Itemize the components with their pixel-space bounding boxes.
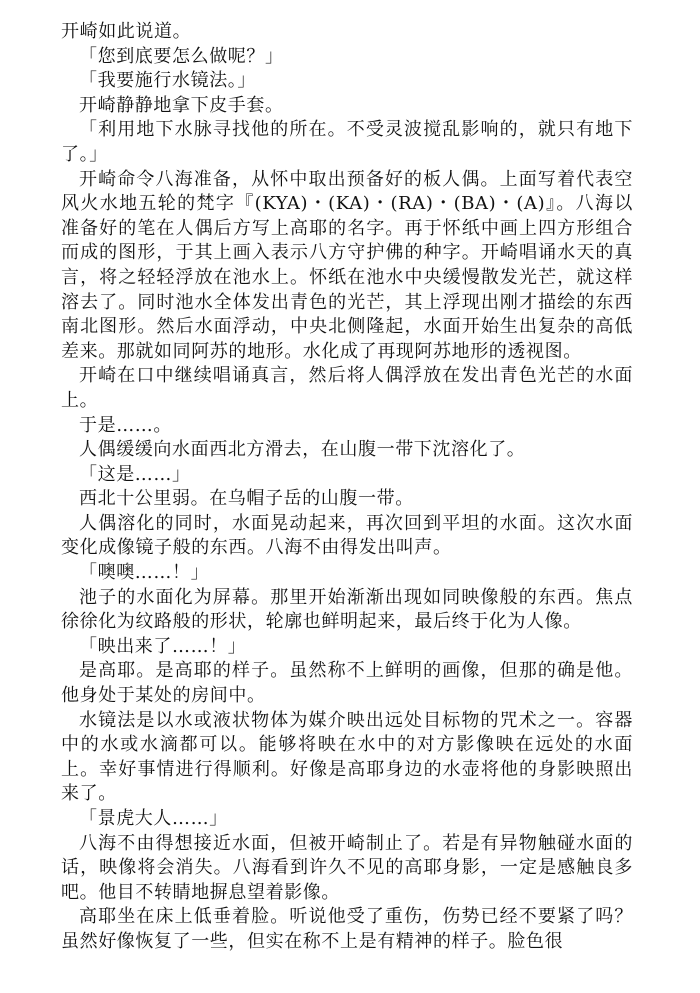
paragraph: 开崎命令八海准备，从怀中取出预备好的板人偶。上面写着代表空风火水地五轮的梵字『(KYA)・(KA)・(RA)・(BA)・(A)』。八海以准备好的笔在人偶后方写上高耶的名字。再于怀纸中画上四方形组合而成的图形，于其上画入表示八方守护佛的种字。开崎唱诵水天的真言，将之轻轻浮放在池水上。怀纸在池水中央缓慢散发光芒，就这样溶去了。同时池水全体发出青色的光芒，其上浮现出刚才描绘的东西南北图形。然后水面浮动，中央北侧隆起，水面开始生出复杂的高低差来。那就如同阿苏的地形。水化成了再现阿苏地形的透视图。: [61, 168, 633, 362]
paragraph: 「噢噢……！」: [79, 562, 210, 584]
document-page: [61, 20, 633, 955]
paragraph: 高耶坐在床上低垂着脸。听说他受了重伤，伤势已经不要紧了吗？虽然好像恢复了一些，但实在称不上是有精神的样子。脸色很: [61, 906, 633, 952]
paragraph: 「我要施行水镜法。」: [79, 70, 256, 92]
paragraph: 西北十公里弱。在乌帽子岳的山腹一带。: [79, 488, 414, 510]
paragraph: 于是……。: [79, 414, 172, 436]
paragraph: 人偶溶化的同时，水面晃动起来，再次回到平坦的水面。这次水面变化成像镜子般的东西。八海不由得发出叫声。: [61, 512, 633, 559]
paragraph: 「利用地下水脉寻找他的所在。不受灵波搅乱影响的，就只有地下了。」: [61, 119, 633, 165]
paragraph: 人偶缓缓向水面西北方滑去，在山腹一带下沈溶化了。: [79, 439, 526, 461]
paragraph: 「映出来了……！」: [79, 635, 247, 657]
paragraph: 是高耶。是高耶的样子。虽然称不上鲜明的画像，但那的确是他。他身处于某处的房间中。: [61, 660, 633, 707]
paragraph: 开崎在口中继续唱诵真言，然后将人偶浮放在发出青色光芒的水面上。: [61, 365, 633, 411]
paragraph: 「景虎大人……」: [79, 808, 228, 829]
paragraph: 「这是……」: [79, 463, 191, 485]
paragraph: 「您到底要怎么做呢？」: [79, 45, 284, 67]
paragraph: 开崎静静地拿下皮手套。: [79, 94, 284, 116]
paragraph: 水镜法是以水或液状物体为媒介映出远处目标物的咒术之一。容器中的水或水滴都可以。能够将映在水中的对方影像映在远处的水面上。幸好事情进行得顺利。好像是高耶身边的水壶将他的身影映照出来了。: [61, 709, 633, 805]
paragraph: 开崎如此说道。: [61, 21, 192, 42]
paragraph: 八海不由得想接近水面，但被开崎制止了。若是有异物触碰水面的话，映像将会消失。八海看到许久不见的高耶身影，一定是感触良多吧。他目不转睛地摒息望着影像。: [61, 832, 633, 903]
paragraph: 池子的水面化为屏幕。那里开始渐渐出现如同映像般的东西。焦点徐徐化为纹路般的形状，轮廓也鲜明起来，最后终于化为人像。: [61, 586, 633, 633]
